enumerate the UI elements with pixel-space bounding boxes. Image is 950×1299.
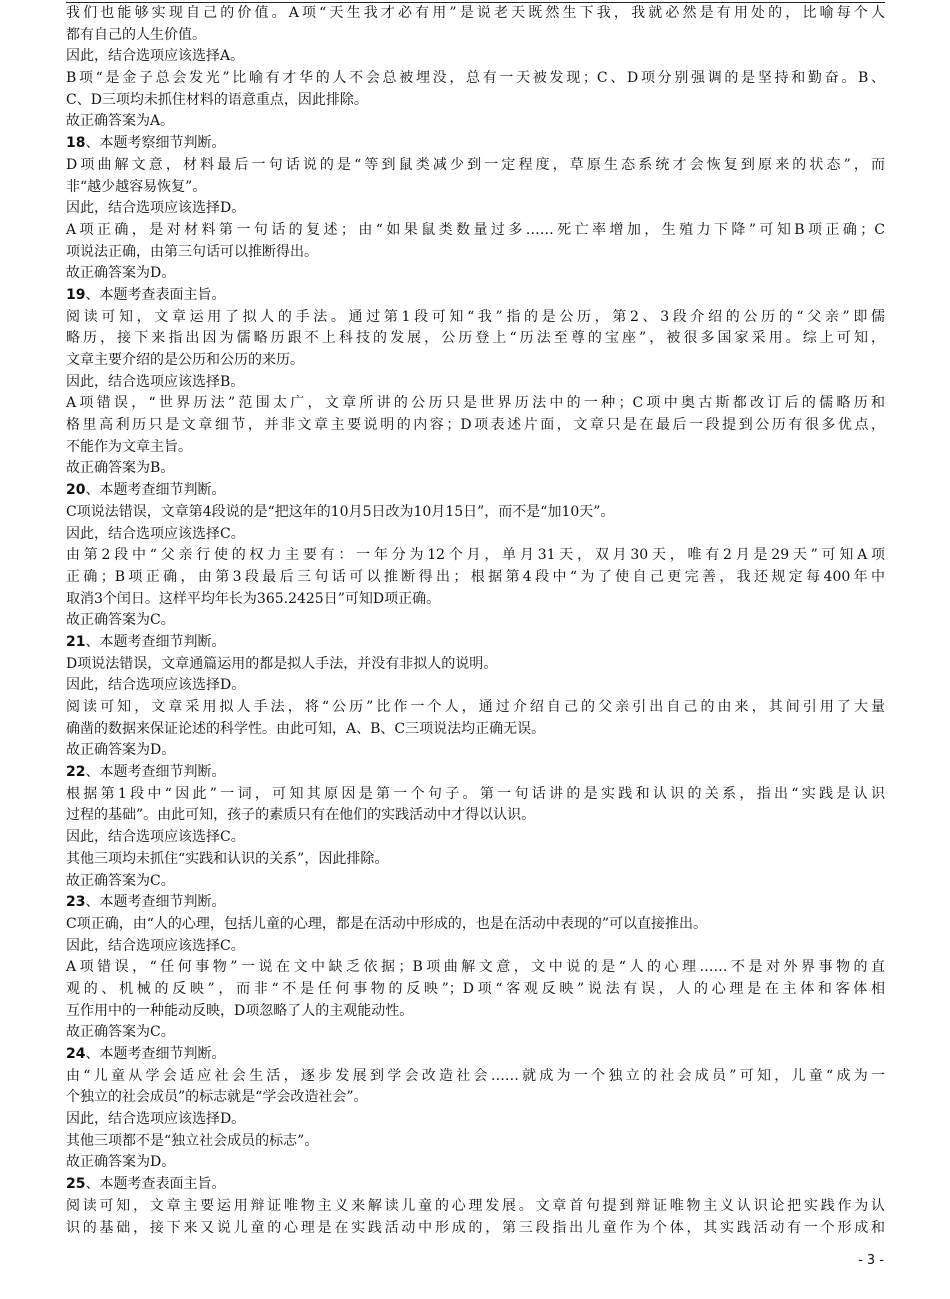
text-line (66, 3, 885, 25)
line-text: 、本题考查细节判断。 (85, 894, 226, 911)
answer-explanations-text (66, 3, 885, 1239)
question-heading (66, 892, 885, 914)
text-line (66, 675, 885, 697)
line-text: 识的基础，接下来又说儿童的心理是在实践活动中形成的，第三段指出儿童作为个体，其实践活动有一个形成和 (66, 1219, 885, 1236)
text-line (66, 827, 885, 849)
line-text: 、本题考查细节判断。 (85, 482, 226, 499)
line-text: 确凿的数据来保证论述的科学性。由此可知，A、B、C三项说法均正确无误。 (66, 720, 546, 737)
question-number: 24 (66, 1046, 86, 1062)
question-number: 18 (66, 135, 86, 152)
text-line (66, 914, 885, 936)
text-line (66, 220, 885, 242)
line-text: 、本题考查表面主旨。 (85, 1176, 226, 1193)
text-line (66, 740, 885, 762)
text-line (66, 697, 885, 719)
line-text: 互作用中的一种能动反映，D项忽略了人的主观能动性。 (66, 1002, 414, 1019)
line-text: 其他三项均未抓住“实践和认识的关系”，因此排除。 (66, 850, 389, 867)
text-line (66, 979, 885, 1001)
line-text: 因此，结合选项应该选择C。 (66, 937, 245, 954)
question-number: 19 (66, 286, 86, 303)
line-text: 其他三项都不是“独立社会成员的标志”。 (66, 1132, 319, 1149)
text-line (66, 198, 885, 220)
text-line (66, 610, 885, 632)
line-text: 观的、机械的反映”，而非“不是任何事物的反映”；D项“客观反映”说法有误，人的心理是在主体和客体相 (66, 980, 885, 997)
question-heading (66, 285, 885, 307)
question-heading (66, 762, 885, 784)
question-heading (66, 133, 885, 155)
question-heading (66, 1044, 885, 1066)
page-number: - 3 - (858, 1253, 884, 1268)
line-text: 阅读可知，文章运用了拟人的手法。通过第1段可知“我”指的是公历，第2、3段介绍的公历的“父亲”即儒 (66, 308, 885, 325)
line-text: 我们也能够实现自己的价值。A项“天生我才必有用”是说老天既然生下我，我就必然是有用处的，比喻每个人 (66, 5, 885, 21)
text-line (66, 350, 885, 372)
line-text: 正确；B项正确，由第3段最后三句话可以推断得出；根据第4段中“为了使自己更完善，我还规定每400年中 (66, 568, 885, 585)
line-text: 取消3个闰日。这样平均年长为365.2425日”可知D项正确。 (66, 590, 441, 607)
line-text: 、本题考察细节判断。 (85, 135, 226, 152)
text-line (66, 25, 885, 47)
text-line (66, 307, 885, 329)
line-text: D项说法错误，文章通篇运用的都是拟人手法，并没有非拟人的说明。 (66, 655, 498, 672)
line-text: 、本题考查细节判断。 (85, 1046, 226, 1062)
text-line (66, 242, 885, 264)
text-line (66, 1218, 885, 1240)
line-text: 故正确答案为C。 (66, 612, 175, 629)
text-line (66, 784, 885, 806)
line-text: A项正确，是对材料第一句话的复述；由“如果鼠类数量过多……死亡率增加，生殖力下降”可知B项正确；C (66, 221, 885, 238)
line-text: 由第2段中“父亲行使的权力主要有：一年分为12个月，单月31天，双月30天，唯有2月是29天”可知A项 (66, 547, 885, 564)
line-text: 因此，结合选项应该选择D。 (66, 677, 246, 694)
line-text: C、D三项均未抓住材料的语意重点，因此排除。 (66, 91, 368, 108)
question-number: 23 (66, 894, 86, 911)
line-text: 故正确答案为D。 (66, 1154, 176, 1171)
line-text: 略历，接下来指出因为儒略历跟不上科技的发展，公历登上“历法至尊的宝座”，被很多国家采用。综上可知， (66, 330, 885, 347)
line-text: 格里高利历只是文章细节，并非文章主要说明的内容；D项表述片面，文章只是在最后一段提到公历有很多优点， (66, 417, 885, 434)
question-number: 22 (66, 764, 86, 781)
line-text: 个独立的社会成员”的标志就是“学会改造社会”。 (66, 1089, 368, 1106)
text-line (66, 545, 885, 567)
text-line (66, 1087, 885, 1109)
text-line (66, 567, 885, 589)
text-line (66, 1022, 885, 1044)
line-text: 故正确答案为B。 (66, 460, 175, 477)
line-text: 因此，结合选项应该选择B。 (66, 373, 245, 390)
question-heading (66, 632, 885, 654)
text-line (66, 393, 885, 415)
text-line (66, 68, 885, 90)
line-text: 故正确答案为D。 (66, 265, 176, 282)
line-text: 阅读可知，文章主要运用辩证唯物主义来解读儿童的心理发展。文章首句提到辩证唯物主义认识论把实践作为认 (66, 1197, 885, 1214)
text-line (66, 1131, 885, 1153)
line-text: 根据第1段中“因此”一词，可知其原因是第一个句子。第一句话讲的是实践和认识的关系，指出“实践是认识 (66, 785, 885, 802)
text-line (66, 437, 885, 459)
text-line (66, 328, 885, 350)
line-text: 、本题考查表面主旨。 (85, 286, 226, 303)
line-text: 故正确答案为C。 (66, 1024, 175, 1041)
line-text: 阅读可知，文章采用拟人手法，将“公历”比作一个人，通过介绍自己的父亲引出自己的由来，其间引用了大量 (66, 699, 885, 715)
line-text: 故正确答案为D。 (66, 742, 176, 759)
line-text: 、本题考查细节判断。 (85, 764, 226, 781)
text-line (66, 502, 885, 524)
text-line (66, 177, 885, 199)
line-text: 文章主要介绍的是公历和公历的来历。 (66, 352, 304, 368)
text-line (66, 871, 885, 893)
line-text: 故正确答案为C。 (66, 872, 175, 889)
text-line (66, 372, 885, 394)
text-line (66, 524, 885, 546)
line-text: C项说法错误，文章第4段说的是“把这年的10月5日改为10月15日”，而不是“加10天”。 (66, 503, 615, 520)
text-line (66, 1196, 885, 1218)
line-text: 因此，结合选项应该选择D。 (66, 200, 246, 217)
text-line (66, 1109, 885, 1131)
line-text: 、本题考查细节判断。 (85, 633, 226, 650)
text-line (66, 1001, 885, 1023)
line-text: 不能作为文章主旨。 (66, 438, 192, 455)
question-heading (66, 1174, 885, 1196)
text-line (66, 719, 885, 741)
line-text: 因此，结合选项应该选择C。 (66, 829, 245, 846)
text-line (66, 1066, 885, 1088)
line-text: D项曲解文意，材料最后一句话说的是“等到鼠类减少到一定程度，草原生态系统才会恢复到原来的状态”，而 (66, 156, 885, 173)
text-line (66, 415, 885, 437)
text-line (66, 936, 885, 958)
line-text: B项“是金子总会发光”比喻有才华的人不会总被埋没，总有一天被发现；C、D项分别强调的是坚持和勤奋。B、 (66, 70, 885, 87)
line-text: 都有自己的人生价值。 (66, 26, 206, 43)
text-line (66, 654, 885, 676)
text-line (66, 90, 885, 112)
text-line (66, 805, 885, 827)
text-line (66, 155, 885, 177)
text-line (66, 957, 885, 979)
line-text: A项错误，“世界历法”范围太广，文章所讲的公历只是世界历法中的一种；C项中奥古斯都改订后的儒略历和 (66, 395, 885, 412)
text-line (66, 111, 885, 133)
line-text: 因此，结合选项应该选择A。 (66, 48, 245, 65)
text-line (66, 263, 885, 285)
line-text: 项说法正确，由第三句话可以推断得出。 (66, 243, 318, 260)
text-line (66, 1152, 885, 1174)
line-text: 因此，结合选项应该选择C。 (66, 525, 245, 542)
question-number: 21 (66, 633, 86, 650)
line-text: 因此，结合选项应该选择D。 (66, 1111, 246, 1128)
text-line (66, 46, 885, 68)
line-text: A项错误，“任何事物”一说在文中缺乏依据；B项曲解文意，文中说的是“人的心理……不是对外界事物的直 (66, 959, 885, 976)
text-line (66, 458, 885, 480)
line-text: 过程的基础”。由此可知，孩子的素质只有在他们的实践活动中才得以认识。 (66, 807, 536, 824)
text-line (66, 589, 885, 611)
line-text: 故正确答案为A。 (66, 113, 175, 130)
line-text: 非“越少越容易恢复”。 (66, 178, 207, 195)
line-text: 由“儿童从学会适应社会生活，逐步发展到学会改造社会……就成为一个独立的社会成员”可知，儿童“成为一 (66, 1067, 885, 1084)
line-text: C项正确，由“人的心理，包括儿童的心理，都是在活动中形成的，也是在活动中表现的”可以直接推出。 (66, 915, 708, 932)
question-number: 20 (66, 482, 86, 499)
text-line (66, 849, 885, 871)
question-number: 25 (66, 1176, 86, 1193)
question-heading (66, 480, 885, 502)
